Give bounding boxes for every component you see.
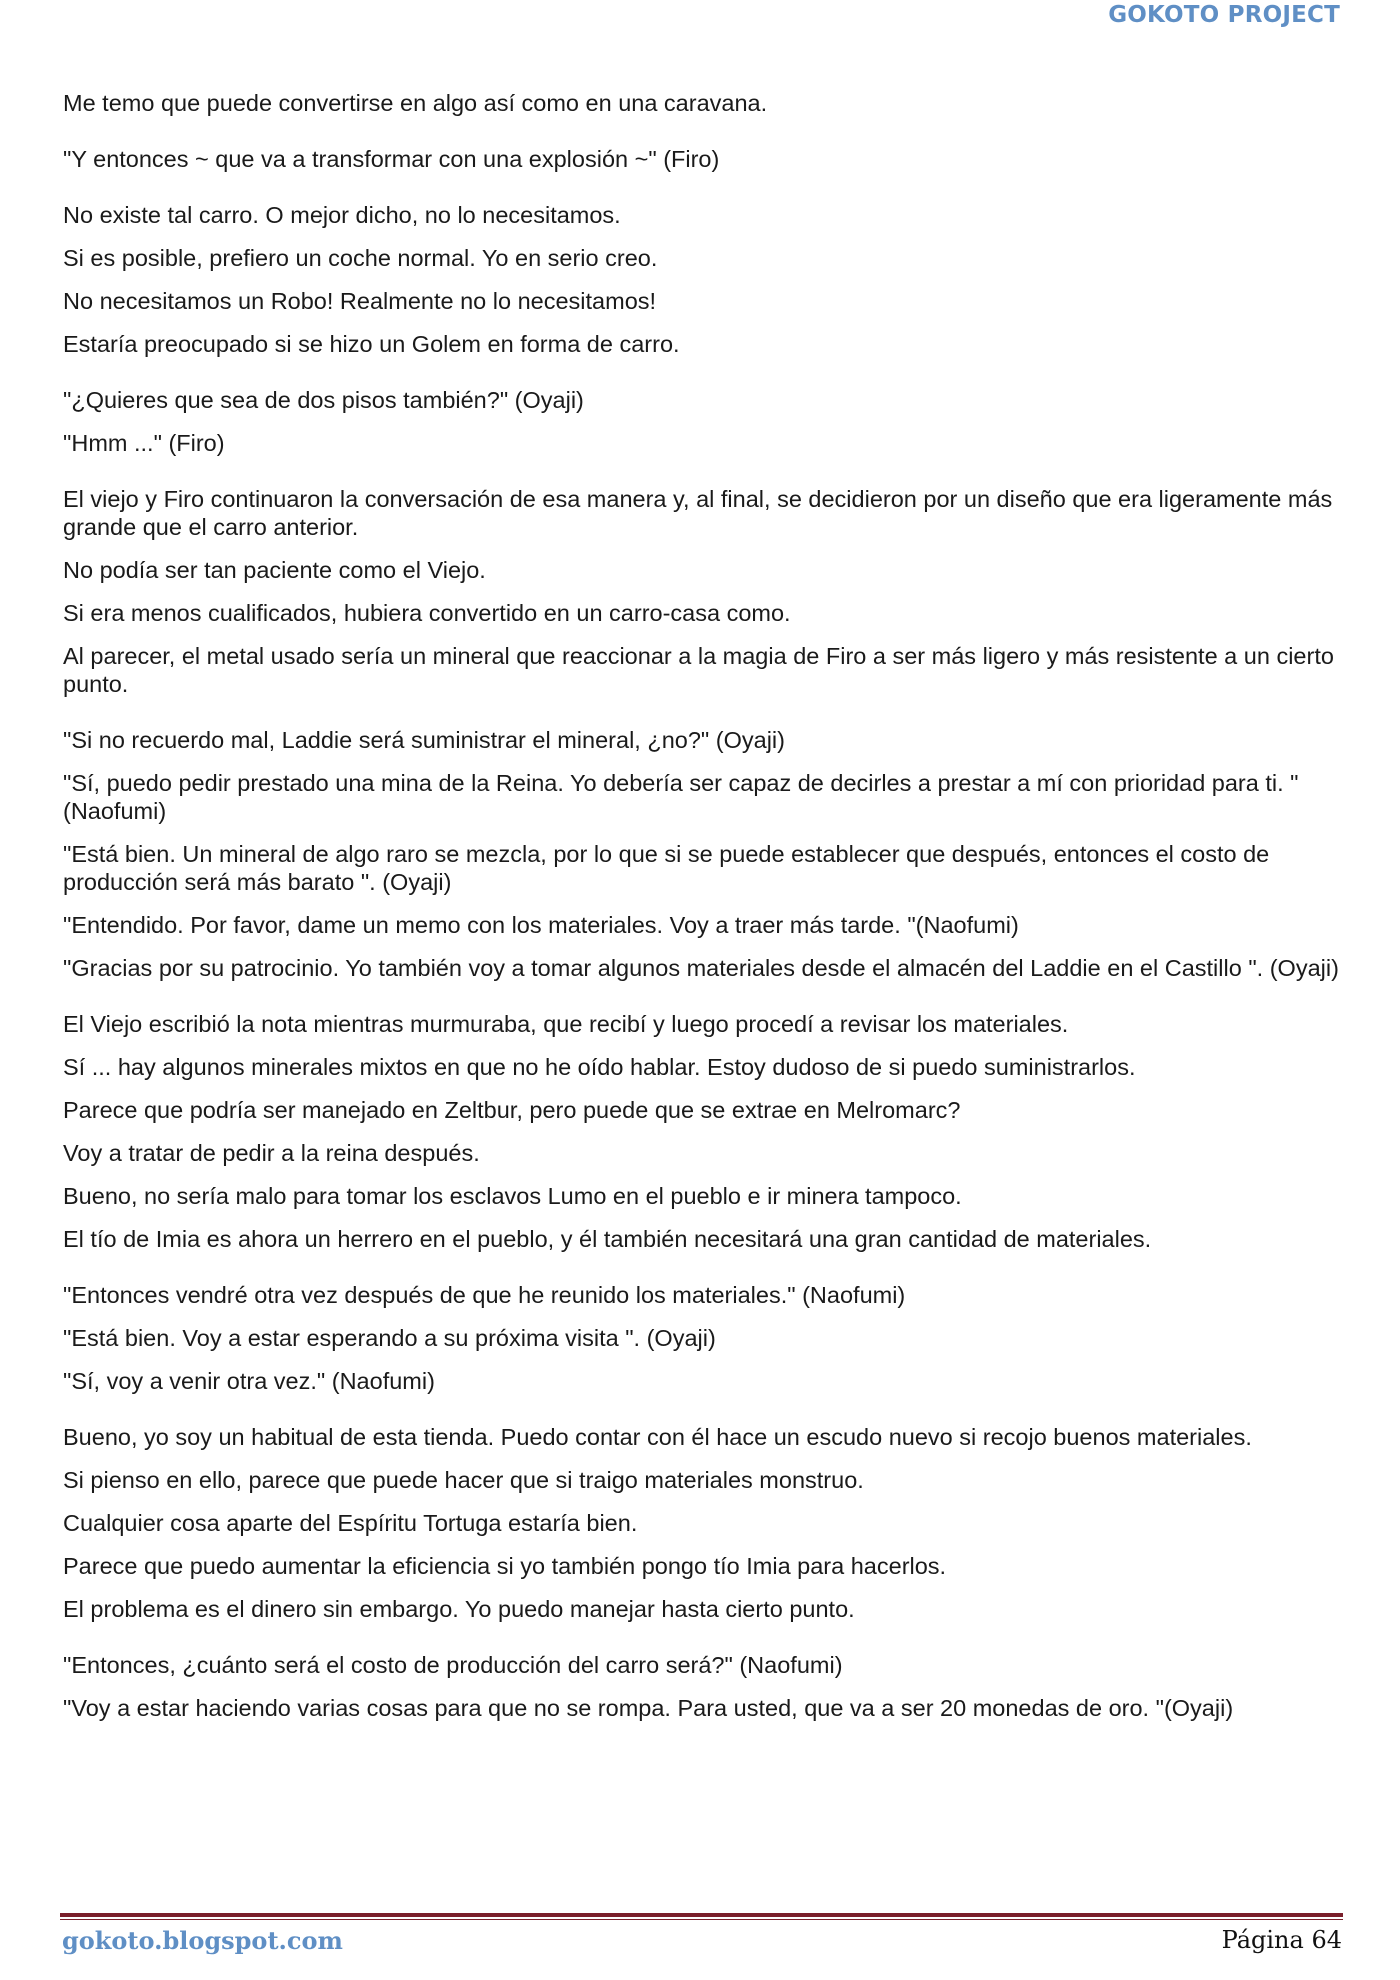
text-line: No existe tal carro. O mejor dicho, no lo necesitamos.: [63, 202, 621, 228]
paragraph: [63, 201, 1343, 358]
text-line: El tío de Imia es ahora un herrero en el pueblo, y él también necesitará una gran cantidad de materiales.: [63, 1226, 1152, 1252]
text-line: Estaría preocupado si se hizo un Golem en forma de carro.: [63, 331, 680, 357]
text-line: "Entonces vendré otra vez después de que he reunido los materiales." (Naofumi): [63, 1282, 906, 1308]
text-line: Bueno, no sería malo para tomar los esclavos Lumo en el pueblo e ir minera tampoco.: [63, 1183, 962, 1209]
text-line: Si pienso en ello, parece que puede hacer que si traigo materiales monstruo.: [63, 1467, 864, 1493]
footer-page-number: Página 64: [1221, 1926, 1342, 1954]
text-line: Parece que puedo aumentar la eficiencia si yo también pongo tío Imia para hacerlos.: [63, 1553, 947, 1579]
text-line: Si era menos cualificados, hubiera convertido en un carro-casa como.: [63, 600, 791, 626]
text-line: Al parecer, el metal usado sería un mineral que reaccionar a la magia de Firo a ser más ligero y más resistente a un cierto punto.: [63, 643, 1334, 697]
text-line: "Gracias por su patrocinio. Yo también voy a tomar algunos materiales desde el almacén del Laddie en el Castillo ". (Oyaji): [63, 955, 1339, 981]
text-line: "Está bien. Un mineral de algo raro se mezcla, por lo que si se puede establecer que después, entonces el costo de producción será más barato ". (Oyaji): [63, 841, 1270, 895]
paragraph: [63, 145, 1343, 173]
paragraph: [63, 89, 1343, 117]
paragraph: [63, 1010, 1343, 1253]
paragraph: [63, 1281, 1343, 1395]
text-line: Sí ... hay algunos minerales mixtos en que no he oído hablar. Estoy dudoso de si puedo suministrarlos.: [63, 1054, 1136, 1080]
text-line: "Y entonces ~ que va a transformar con una explosión ~" (Firo): [63, 146, 720, 172]
text-line: No podía ser tan paciente como el Viejo.: [63, 557, 486, 583]
text-line: "Voy a estar haciendo varias cosas para que no se rompa. Para usted, que va a ser 20 monedas de oro. "(Oyaji): [63, 1695, 1234, 1721]
text-line: Si es posible, prefiero un coche normal. Yo en serio creo.: [63, 245, 658, 271]
text-line: "Sí, puedo pedir prestado una mina de la Reina. Yo debería ser capaz de decirles a prestar a mí con prioridad para ti. "(Naofumi): [63, 770, 1299, 824]
paragraph: [63, 386, 1343, 457]
text-line: Me temo que puede convertirse en algo así como en una caravana.: [63, 90, 768, 116]
text-line: "Entonces, ¿cuánto será el costo de producción del carro será?" (Naofumi): [63, 1652, 843, 1678]
text-line: "¿Quieres que sea de dos pisos también?" (Oyaji): [63, 387, 584, 413]
paragraph: [63, 1423, 1343, 1623]
text-line: "Hmm ..." (Firo): [63, 430, 225, 456]
text-line: "Si no recuerdo mal, Laddie será suministrar el mineral, ¿no?" (Oyaji): [63, 727, 785, 753]
text-line: Parece que podría ser manejado en Zeltbur, pero puede que se extrae en Melromarc?: [63, 1097, 961, 1123]
paragraph: [63, 726, 1343, 982]
text-line: "Está bien. Voy a estar esperando a su próxima visita ". (Oyaji): [63, 1325, 716, 1351]
text-line: El Viejo escribió la nota mientras murmuraba, que recibí y luego procedí a revisar los materiales.: [63, 1011, 1069, 1037]
text-line: El problema es el dinero sin embargo. Yo puedo manejar hasta cierto punto.: [63, 1596, 855, 1622]
paragraph: [63, 1651, 1343, 1722]
text-line: No necesitamos un Robo! Realmente no lo necesitamos!: [63, 288, 657, 314]
text-line: Voy a tratar de pedir a la reina después.: [63, 1140, 480, 1166]
text-line: Cualquier cosa aparte del Espíritu Tortuga estaría bien.: [63, 1510, 638, 1536]
footer-divider: [60, 1913, 1343, 1920]
text-line: "Entendido. Por favor, dame un memo con los materiales. Voy a traer más tarde. "(Naofumi): [63, 912, 1019, 938]
page-body: [63, 89, 1343, 1750]
text-line: "Sí, voy a venir otra vez." (Naofumi): [63, 1368, 435, 1394]
text-line: El viejo y Firo continuaron la conversación de esa manera y, al final, se decidieron por un diseño que era ligeramente más grande que el carro anterior.: [63, 486, 1333, 540]
text-line: Bueno, yo soy un habitual de esta tienda. Puedo contar con él hace un escudo nuevo si recojo buenos materiales.: [63, 1424, 1252, 1450]
paragraph: [63, 485, 1343, 698]
footer-site-name: gokoto.blogspot.com: [62, 1926, 343, 1955]
header-project-title: GOKOTO PROJECT: [1108, 2, 1340, 28]
